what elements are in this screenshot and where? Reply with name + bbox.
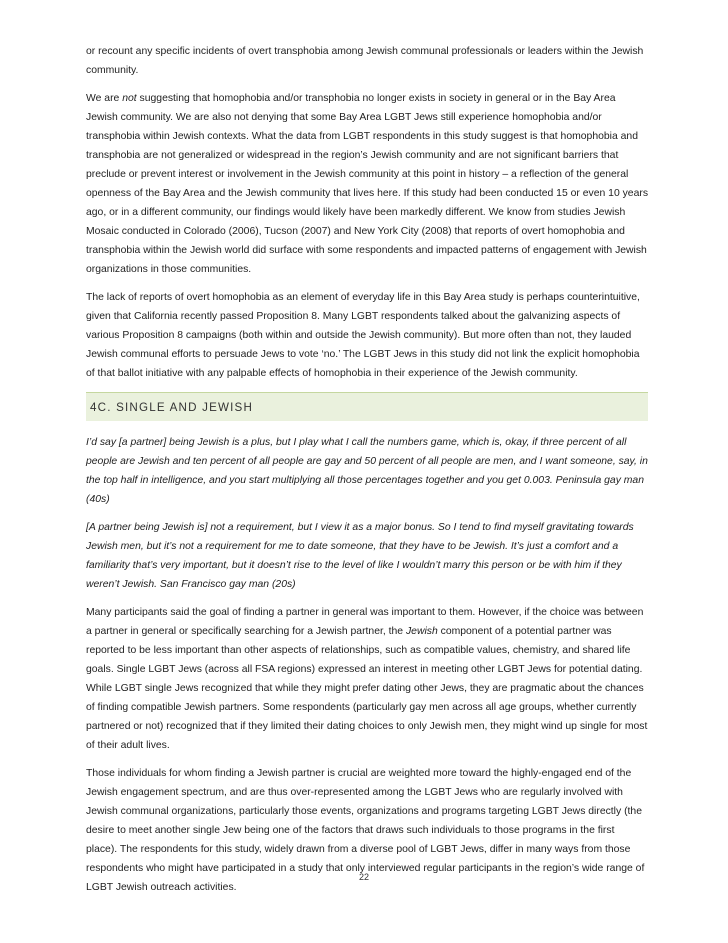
body-paragraph: or recount any specific incidents of overt transphobia among Jewish communal professionals or leaders within the Jewish community. <box>86 46 644 76</box>
emphasis-text: Jewish <box>405 626 438 637</box>
text-run: Many participants said the goal of finding a partner in general was important to them. However, if the choice was between a partner in general or specifically searching for a Jewish partner, the <box>86 607 644 637</box>
interview-quote: [A partner being Jewish is] not a requirement, but I view it as a major bonus. So I tend to find myself gravitating towards Jewish men, but it’s not a requirement for me to date someone, that they have to be Jewish. It’s just a comfort and a familiarity that’s very important, but it doesn’t rise to the level of like I wouldn’t marry this person or be with him if they weren’t Jewish. San Francisco gay man (20s) <box>86 522 634 590</box>
interview-quote: I’d say [a partner] being Jewish is a plus, but I play what I call the numbers game, which is, okay, if three percent of all people are Jewish and ten percent of all people are gay and 50 percent of all people are men, and I want someone, say, in the top half in intelligence, and you start multiplying all those percentages together and you get 0.003. Peninsula gay man (40s) <box>86 437 648 505</box>
body-paragraph <box>86 89 648 279</box>
body-paragraph: The lack of reports of overt homophobia as an element of everyday life in this Bay Area study is perhaps counterintuitive, given that California recently passed Proposition 8. Many LGBT respondents talked about the galvanizing aspects of various Proposition 8 campaigns (both within and outside the Jewish community). But more often than not, they lauded Jewish communal efforts to persuade Jews to vote ‘no.’ The LGBT Jews in this study did not link the explicit homophobia of that ballot initiative with any palpable effects of homophobia in their experience of the Jewish community. <box>86 292 640 379</box>
emphasis-text: not <box>122 93 137 104</box>
page-number: 22 <box>358 872 369 882</box>
body-paragraph <box>86 603 648 755</box>
text-run: component of a potential partner was reported to be less important than other aspects of relationships, such as compatible values, chemistry, and shared life goals. Single LGBT Jews (across all FSA regions) expressed an interest in meeting other LGBT Jews for potential dating. While LGBT single Jews recognized that while they might prefer dating other Jews, they are pragmatic about the chances of finding compatible Jewish partners. Some respondents (particularly gay men across all age groups, whether currently partnered or not) recognized that if they limited their dating choices to only Jewish men, they might wind up single for most of their adult lives. <box>86 626 648 751</box>
text-run: We are <box>86 93 123 104</box>
section-heading: 4C. SINGLE AND JEWISH <box>86 392 648 421</box>
text-run: suggesting that homophobia and/or transphobia no longer exists in society in general or in the Bay Area Jewish community. We are also not denying that some Bay Area LGBT Jews still experience homophobia and/or transphobia within Jewish contexts. What the data from LGBT respondents in this study suggest is that homophobia and transphobia are not generalized or widespread in the region’s Jewish community and are not significant barriers that preclude or prevent interest or involvement in the Jewish community at this point in history – a reflection of the general openness of the Bay Area and the Jewish community that lives here. If this study had been conducted 15 or even 10 years ago, or in a different community, our findings would likely have been markedly different. We know from studies Jewish Mosaic conducted in Colorado (2006), Tucson (2007) and New York City (2008) that reports of overt homophobia and transphobia within the Jewish world did surface with some respondents and impacted patterns of engagement with Jewish organizations in those communities. <box>86 93 649 275</box>
body-paragraph: Those individuals for whom finding a Jewish partner is crucial are weighted more toward the highly-engaged end of the Jewish engagement spectrum, and are thus over-represented among the LGBT Jews who are regularly involved with Jewish communal organizations, particularly those events, organizations and programs targeting LGBT Jews directly (the desire to meet another single Jew being one of the factors that draws such individuals to those programs in the first place). The respondents for this study, widely drawn from a diverse pool of LGBT Jews, differ in many ways from those respondents who might have participated in a study that only interviewed regular participants in the region’s wide range of LGBT Jewish outreach activities. <box>86 768 645 893</box>
document-page <box>86 42 648 906</box>
